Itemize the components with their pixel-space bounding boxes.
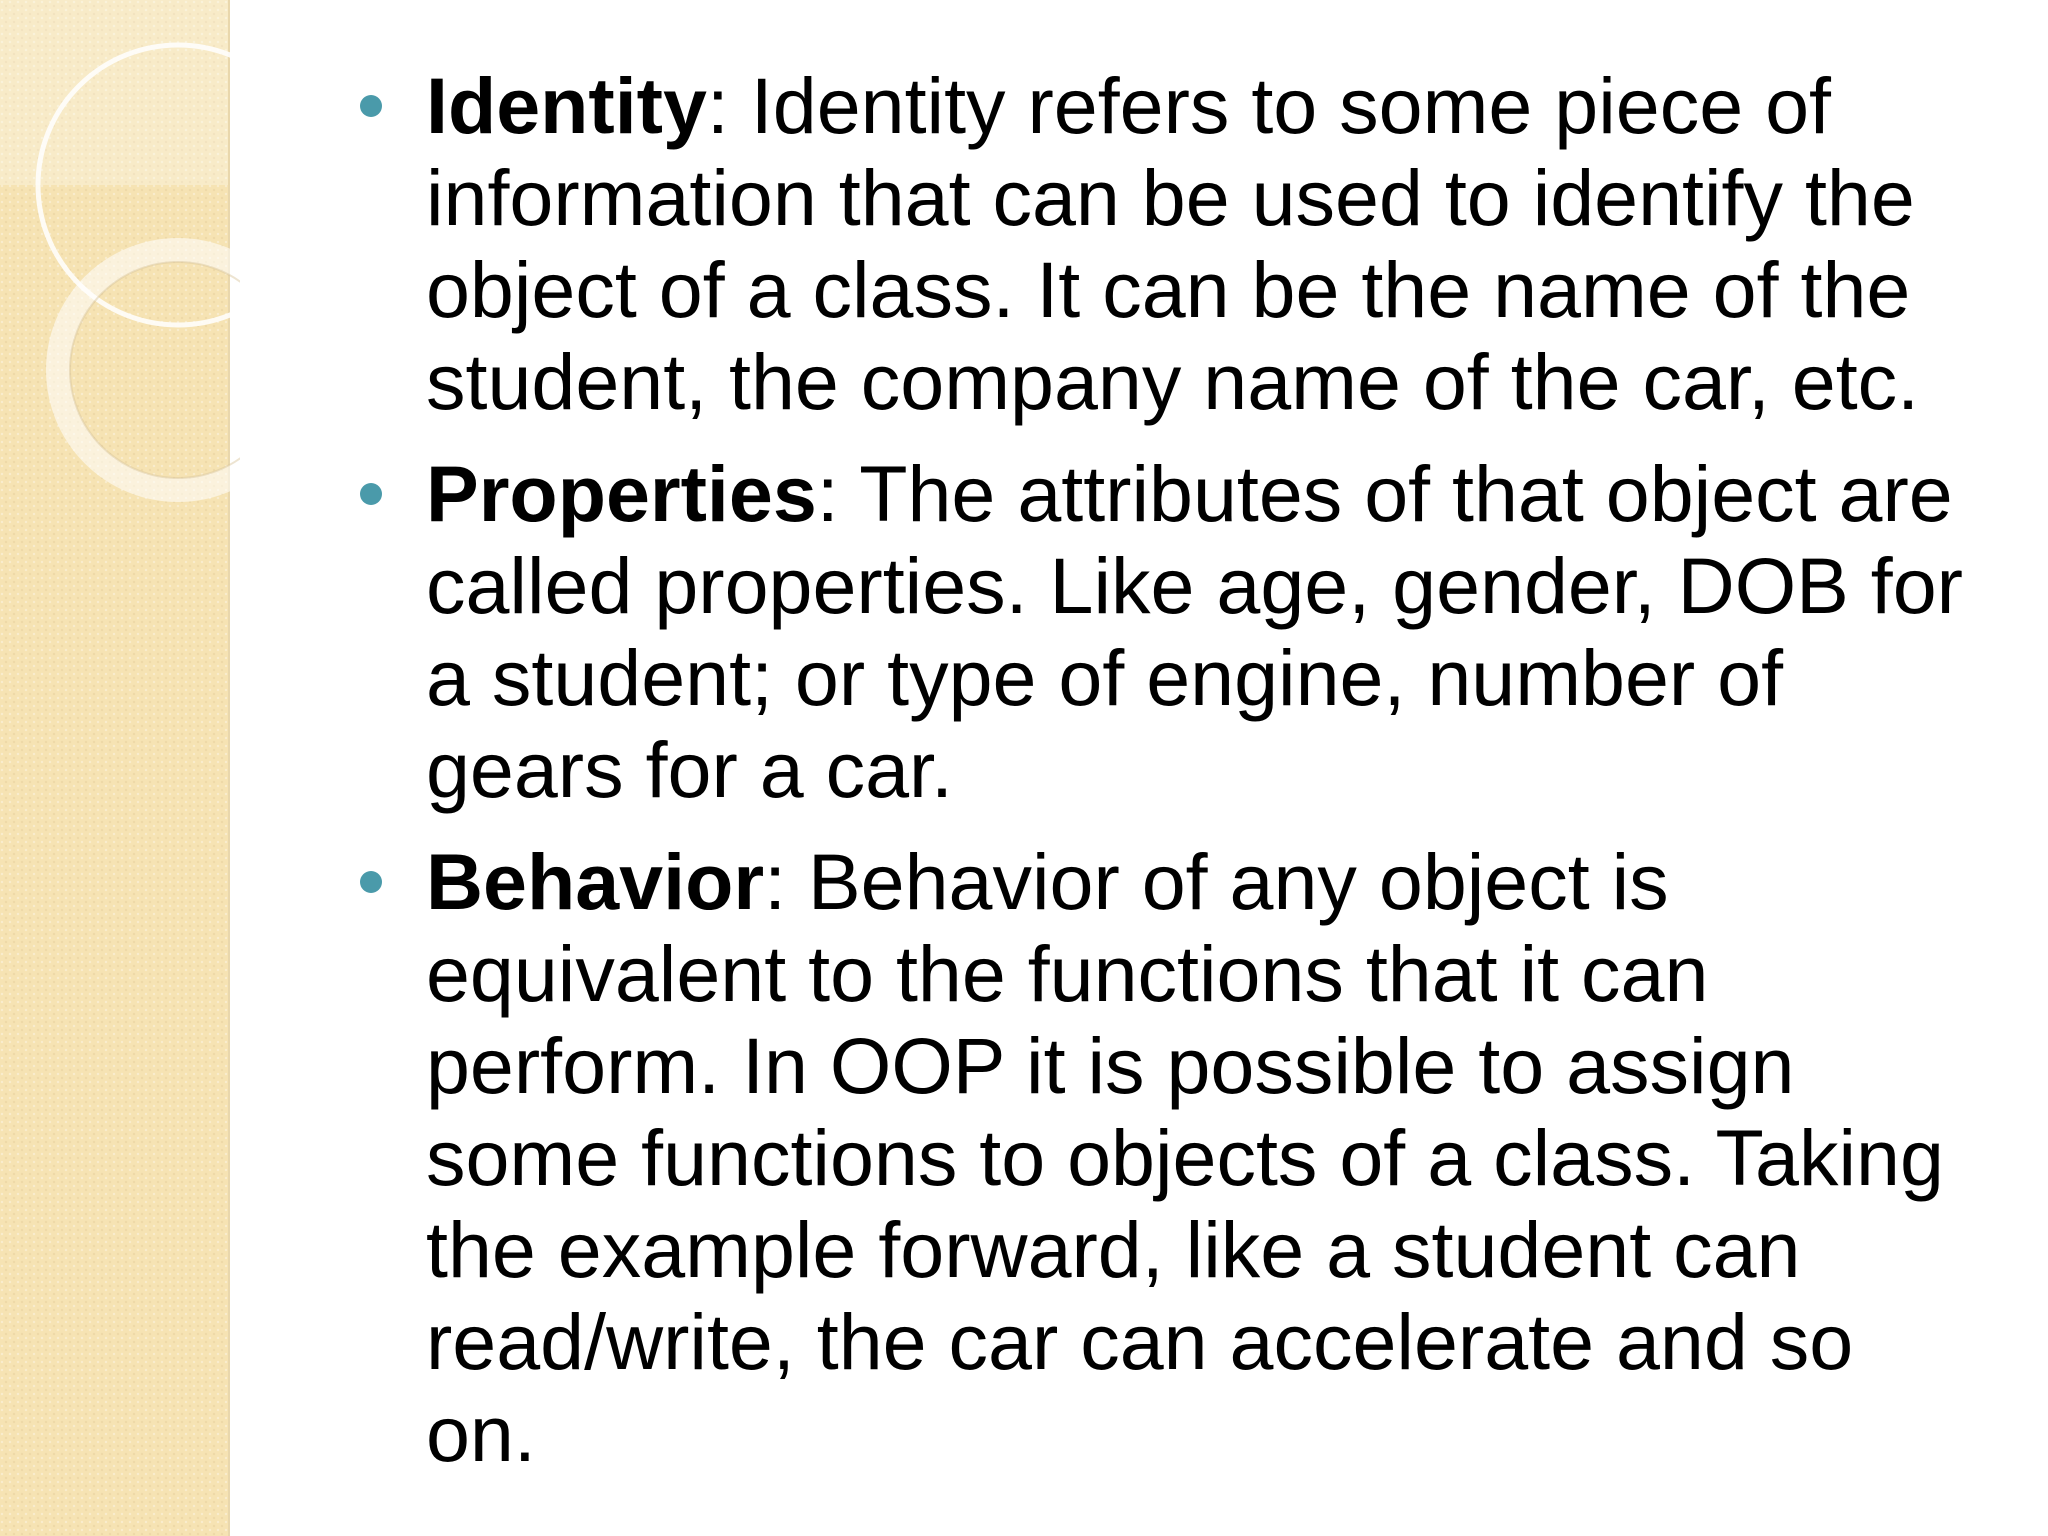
bullet-dot-icon <box>360 95 382 117</box>
bullet-dot-icon <box>360 483 382 505</box>
bullet-separator: : <box>816 449 839 538</box>
slide-body <box>360 60 1980 1536</box>
decor-light-panel <box>0 0 228 185</box>
bullet-term: Behavior <box>426 837 765 926</box>
bullet-dot-icon <box>360 871 382 893</box>
bullet-term: Properties <box>426 449 817 538</box>
bullet-separator: : <box>764 837 787 926</box>
bullet-text: The attributes of that object are called properties. Like age, gender, DOB for a student; or type of engine, number of gears for a car. <box>426 449 1963 814</box>
bullet-identity <box>360 60 1980 428</box>
bullet-separator: : <box>706 61 729 150</box>
bullet-term: Identity <box>426 61 707 150</box>
decorative-rings <box>0 0 240 520</box>
bullet-text: Behavior of any object is equivalent to the functions that it can perform. In OOP it is possible to assign some functions to objects of a class. Taking the example forward, like a student can read/write, the car can accelerate and so on. <box>426 837 1944 1478</box>
decor-thick-ring <box>58 250 240 490</box>
bullet-behavior <box>360 836 1980 1480</box>
bullet-text: Identity refers to some piece of information that can be used to identify the object of a class. It can be the name of the student, the company name of the car, etc. <box>426 61 1920 426</box>
bullet-properties <box>360 448 1980 816</box>
bullet-list <box>360 60 1980 1480</box>
